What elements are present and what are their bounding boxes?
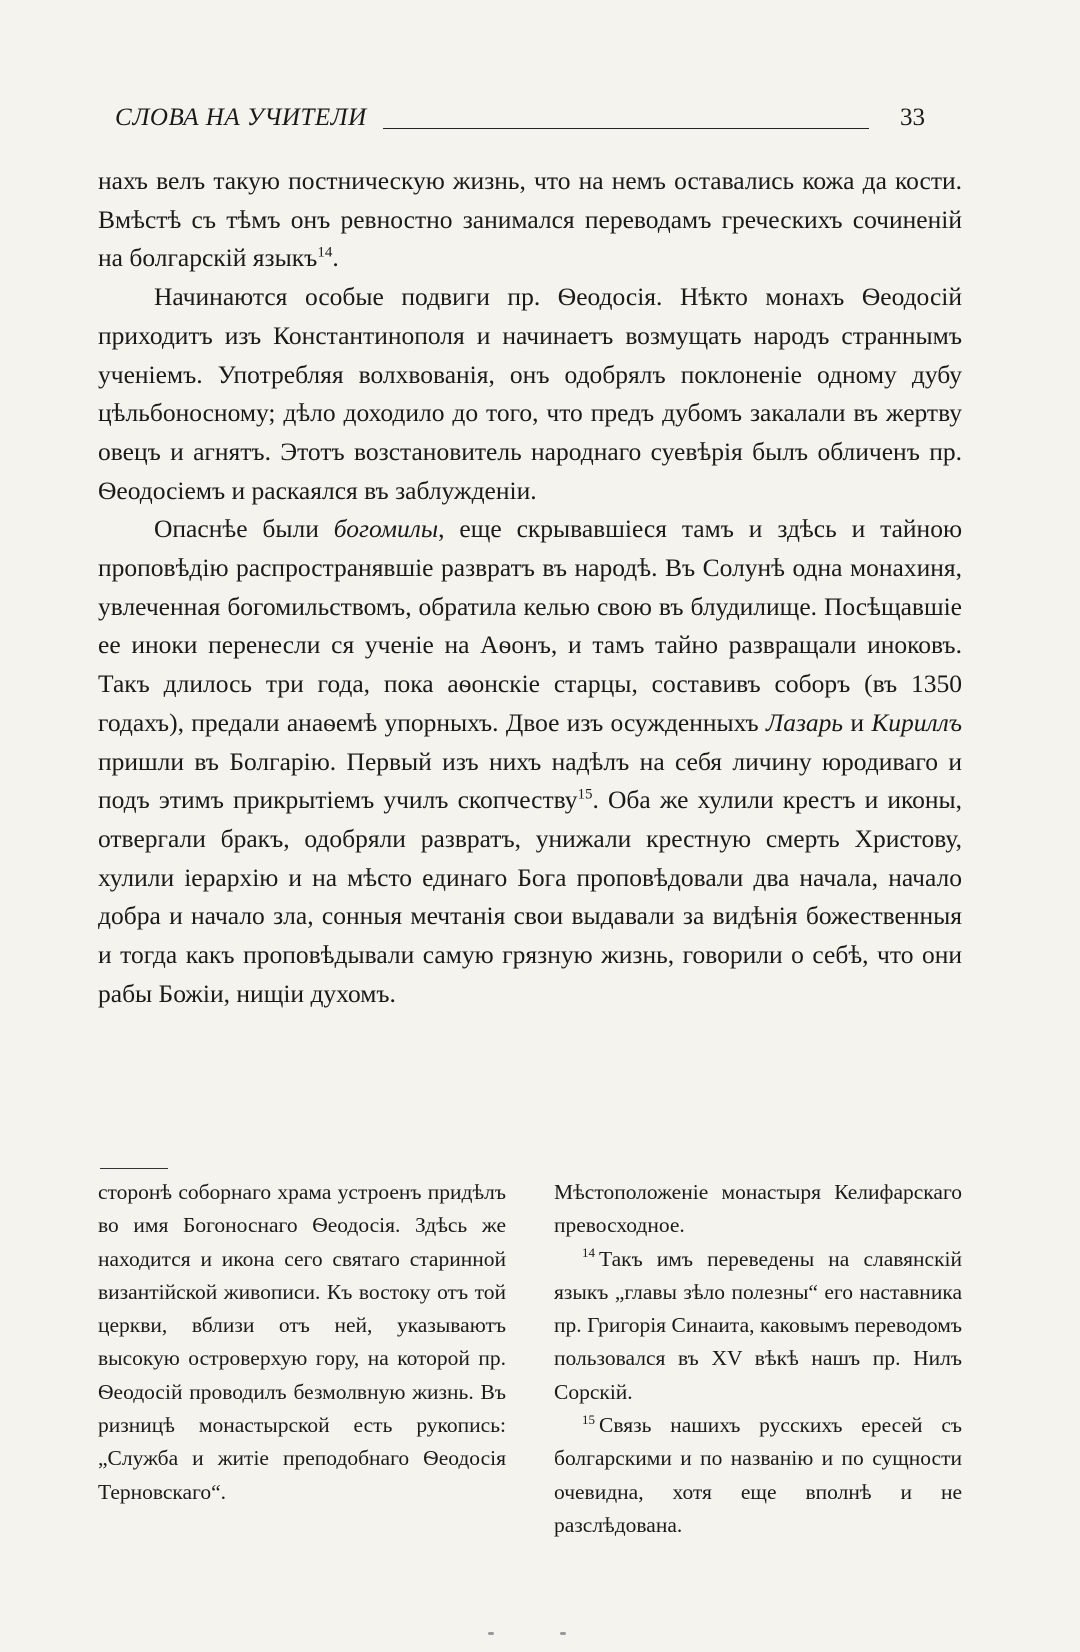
footnote-14 [554,1243,962,1409]
paragraph-3-part-e: и [843,707,872,737]
footnote-14-text: Такъ имъ переведены на славянскій языкъ „главы зѣло полезны“ его наставника пр. Григорія Синаита, каковымъ переводомъ пользовался въ XV вѣкѣ нашъ пр. Нилъ Сорскій. [554,1246,962,1404]
paragraph-1 [98,162,962,278]
header-rule [383,128,869,129]
paragraph-1-end: . [332,243,339,273]
name-lazar: Лазарь [765,707,844,737]
name-kirill: Кириллъ [871,707,962,737]
running-head: СЛОВА НА УЧИТЕЛИ [115,104,367,131]
paragraph-3 [98,510,962,1013]
footnote-15 [554,1409,962,1542]
paragraph-1-text: нахъ велъ такую постническую жизнь, что на немъ оставались кожа да кости. Вмѣстѣ съ тѣмъ онъ ревностно занимался переводамъ греческихъ сочиненій на болгарскій языкъ [98,166,962,273]
main-text [98,162,962,1013]
paragraph-3-part-g: пришли въ Болгарію. Первый изъ нихъ надѣлъ на себя личину юродиваго и подъ этимъ прикрытіемъ училъ скопчеству [98,746,962,815]
footnote-15-number: 15 [582,1411,595,1427]
footnote-ref-15[interactable]: 15 [577,786,593,803]
paragraph-3-part-h: . Оба же хулили крестъ и иконы, отвергали бракъ, одобряли развратъ, унижали крестную смерть Христову, хулили іерархію и на мѣсто единаго Бога проповѣдовали два начала, начало добра и начало зла, сонныя мечтанія свои выдавали за видѣнія божественныя и тогда какъ проповѣдывали самую грязную жизнь, говорили о себѣ, что они рабы Божіи, нищіи духомъ. [98,785,962,1008]
footnote-continuation: сторонѣ соборнаго храма устроенъ придѣлъ во имя Богоноснаго Ѳеодосія. Здѣсь же находится и икона сего святаго старинной византійской живописи. Къ востоку отъ той церкви, вблизи отъ ней, указываютъ высокую островерхую гору, на которой пр. Ѳеодосій проводилъ безмолвную жизнь. Въ ризницѣ монастырской есть рукопись: „Служба и житіе преподобнаго Ѳеодосія Терновскаго“. [98,1180,506,1504]
term-bogomily: богомилы [333,514,439,544]
footnote-continuation-end: Мѣстоположеніе монастыря Келифарскаго превосходное. [554,1180,962,1238]
paragraph-3-part-a: Опаснѣе были [154,514,334,544]
footnote-separator [100,1168,168,1169]
page-number: 33 [900,104,925,131]
footnotes-left-column [98,1176,506,1509]
footnote-15-text: Связь нашихъ русскихъ ересей съ болгарскими и по названію и по сущности очевидна, хотя еще вполнѣ и не разслѣдована. [554,1413,962,1537]
paragraph-3-part-c: , еще скрывавшіеся тамъ и здѣсь и тайною проповѣдію распространявшіе развратъ въ народѣ. Въ Солунѣ одна монахиня, увлеченная богомильствомъ, обратила келью свою въ блудилище. Посѣщавшіе ее иноки перенесли ся ученіе на Аѳонъ, и тамъ тайно развращали иноковъ. Такъ длилось три года, пока аѳонскіе старцы, составивъ соборъ (въ 1350 годахъ), предали анаѳемѣ упорныхъ. Двое изъ осужденныхъ [98,514,962,737]
scan-speck [560,1632,566,1635]
scan-speck [488,1632,494,1635]
footnote-14-number: 14 [582,1245,595,1261]
footnote-ref-14[interactable]: 14 [317,244,333,261]
page-header [115,100,925,140]
footnotes-right-column [554,1176,962,1542]
paragraph-2: Начинаются особые подвиги пр. Ѳеодосія. Нѣкто монахъ Ѳеодосій приходитъ изъ Константинополя и начинаетъ возмущать народъ страннымъ ученіемъ. Употребляя волхвованія, онъ одобрялъ поклоненіе одному дубу цѣльбоносному; дѣло доходило до того, что предъ дубомъ закалали въ жертву овецъ и агнятъ. Этотъ возстановитель народнаго суевѣрія былъ обличенъ пр. Ѳеодосіемъ и раскаялся въ заблужденіи. [98,282,962,505]
